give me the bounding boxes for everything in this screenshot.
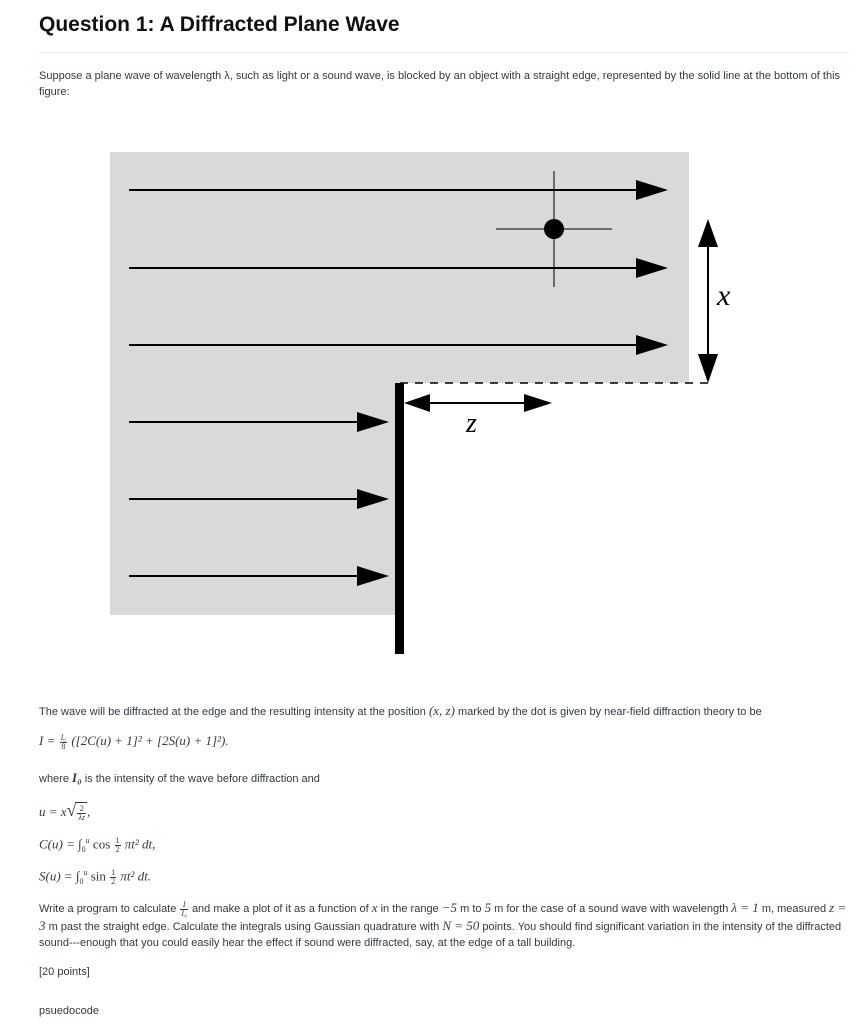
question-title: Question 1: A Diffracted Plane Wave	[39, 13, 400, 36]
c-equation: $C(u) = \int_0^u$ cos $\frac{1}{2}$ πt² dt,	[39, 835, 156, 854]
x-arrowhead-down	[698, 354, 718, 383]
task-paragraph: Write a program to calculate $\frac{I}{\text{I₀}}$ and make a plot of it as a function of x in the range −5 m to 5 m for the case of a sound wave with wavelength λ = 1 m, measured z = 3 m past the straight edge. Calculate the integrals using Gaussian quadrature with N = 50 points. You should find significant variation in the intensity of the diffracted sound---enough that you could easily hear the effect if sound were diffracted, say, at the edge of a tall building.	[39, 899, 847, 949]
pseudocode-label: psuedocode	[39, 1005, 99, 1017]
intro-paragraph: Suppose a plane wave of wavelength λ, such as light or a sound wave, is blocked by an object with a straight edge, represented by the solid line at the bottom of this figure:	[39, 70, 841, 98]
observation-point-dot	[544, 219, 564, 239]
where-paragraph: where I₀ is the intensity of the wave before diffraction and	[39, 770, 320, 785]
title-divider	[39, 52, 849, 53]
intensity-paragraph: The wave will be diffracted at the edge and the resulting intensity at the position (x, z) marked by the dot is given by near-field diffraction theory to be	[39, 703, 762, 718]
position-symbol: (x, z)	[428, 703, 455, 718]
z-label: z	[466, 408, 477, 439]
diffraction-figure	[100, 140, 740, 660]
points-label: [20 points]	[39, 966, 90, 978]
intensity-equation: I = $\frac{\text{I₀}}{8}$ ([2C(u) + 1]² + [2S(u) + 1]²).	[39, 732, 229, 751]
straight-edge-barrier	[395, 383, 404, 654]
z-arrowhead-left	[404, 394, 430, 412]
x-label: x	[717, 279, 731, 312]
x-arrowhead-up	[698, 219, 718, 247]
s-equation: $S(u) = \int_0^u$ sin $\frac{1}{2}$ πt² dt.	[39, 867, 152, 886]
u-equation: u = x√ $\frac{2}{\lambda z}$ ,	[39, 800, 91, 822]
z-arrowhead-right	[524, 394, 552, 412]
